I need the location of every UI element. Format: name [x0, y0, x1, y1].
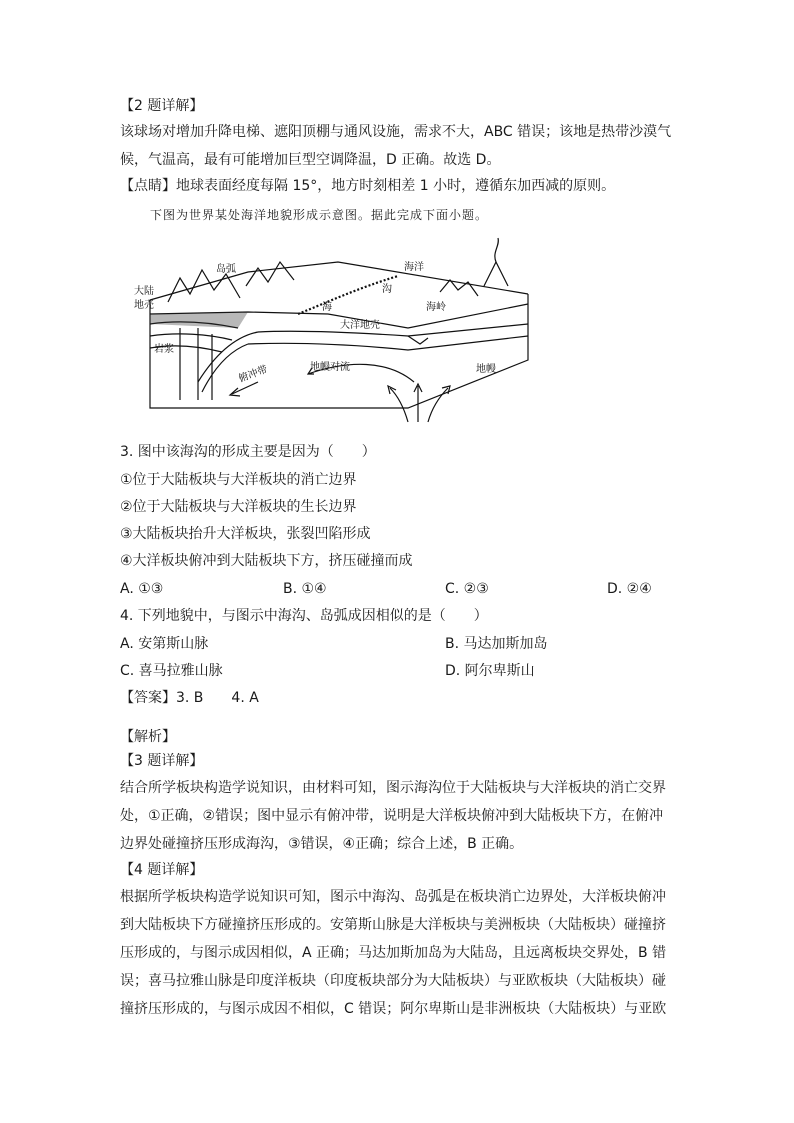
q3-statement-1: ①位于大陆板块与大洋板块的消亡边界	[120, 472, 357, 488]
answer-line: 【答案】3. B 4. A	[120, 690, 259, 706]
continental-crust-fill	[150, 312, 248, 328]
q3-statement-3: ③大陆板块抬升大洋板块，张裂凹陷形成	[120, 526, 371, 542]
label-magma: 岩浆	[154, 344, 174, 355]
label-trench-b: 沟	[382, 284, 392, 295]
q4-stem: 4. 下列地貌中，与图示中海沟、岛弧成因相似的是（ ）	[120, 608, 488, 624]
label-oceanic-crust: 大洋地壳	[340, 320, 380, 331]
analysis-q3-line2: 处，①正确，②错误；图中显示有俯冲带，说明是大洋板块俯冲到大陆板块下方，在俯冲	[120, 808, 664, 824]
analysis-header: 【解析】	[120, 729, 176, 745]
ocean-landform-figure	[128, 232, 538, 438]
analysis-q4-line4: 误；喜马拉雅山脉是印度洋板块（印度板块部分为大陆板块）与亚欧板块（大陆板块）碰	[120, 973, 666, 989]
analysis-q3-line1: 结合所学板块构造学说知识，由材料可知，图示海沟位于大陆板块与大洋板块的消亡交界	[120, 780, 666, 796]
q3-stem: 3. 图中该海沟的形成主要是因为（ ）	[120, 444, 376, 460]
analysis-q4-line1: 根据所学板块构造学说知识可知，图示中海沟、岛弧是在板块消亡边界处，大洋板块俯冲	[120, 889, 666, 905]
q4-option-d: D. 阿尔卑斯山	[445, 663, 535, 679]
q3-option-a: A. ①③	[120, 581, 164, 597]
label-mantle-convection: 地幔对流	[310, 362, 350, 373]
section2-para-line1: 该球场对增加升降电梯、遮阳顶棚与通风设施，需求不大，ABC 错误；该地是热带沙漠气	[120, 124, 672, 140]
label-trench-a: 海	[322, 302, 332, 313]
analysis-q4-line2: 到大陆板块下方碰撞挤压形成的。安第斯山脉是大洋板块与美洲板块（大陆板块）碰撞挤	[120, 917, 666, 933]
analysis-q3-header: 【3 题详解】	[120, 753, 204, 769]
analysis-q4-line5: 撞挤压形成的，与图示成因不相似，C 错误；阿尔卑斯山是非洲板块（大陆板块）与亚欧	[120, 1001, 667, 1017]
label-ridge: 海岭	[426, 302, 446, 313]
section2-header: 【2 题详解】	[120, 98, 204, 114]
analysis-q3-line3: 边界处碰撞挤压形成海沟，③错误，④正确；综合上述，B 正确。	[120, 836, 524, 852]
section2-para-line2: 候，气温高，最有可能增加巨型空调降温，D 正确。故选 D。	[120, 152, 501, 168]
figure-caption: 下图为世界某处海洋地貌形成示意图。据此完成下面小题。	[150, 208, 489, 222]
q4-option-a: A. 安第斯山脉	[120, 636, 209, 652]
q3-statement-2: ②位于大陆板块与大洋板块的生长边界	[120, 499, 357, 515]
label-subduction-zone: 俯冲带	[237, 364, 270, 385]
section2-tip: 【点睛】地球表面经度每隔 15°，地方时刻相差 1 小时，遵循东加西减的原则。	[120, 178, 616, 194]
label-continental-crust-2: 地壳	[134, 300, 154, 311]
analysis-q4-line3: 压形成的，与图示成因相似，A 正确；马达加斯加岛为大陆岛，且远离板块交界处，B 错	[120, 945, 667, 961]
q4-option-b: B. 马达加斯加岛	[445, 636, 548, 652]
label-continental-crust-1: 大陆	[134, 286, 154, 297]
label-ocean: 海洋	[404, 262, 424, 273]
analysis-q4-header: 【4 题详解】	[120, 862, 204, 878]
label-island-arc: 岛弧	[216, 264, 236, 275]
q3-option-b: B. ①④	[283, 581, 327, 597]
q3-statement-4: ④大洋板块俯冲到大陆板块下方，挤压碰撞而成	[120, 553, 413, 569]
q3-option-c: C. ②③	[445, 581, 489, 597]
q4-option-c: C. 喜马拉雅山脉	[120, 663, 223, 679]
label-mantle: 地幔	[476, 364, 496, 375]
ocean-landform-diagram	[128, 232, 538, 438]
q3-option-d: D. ②④	[607, 581, 652, 597]
